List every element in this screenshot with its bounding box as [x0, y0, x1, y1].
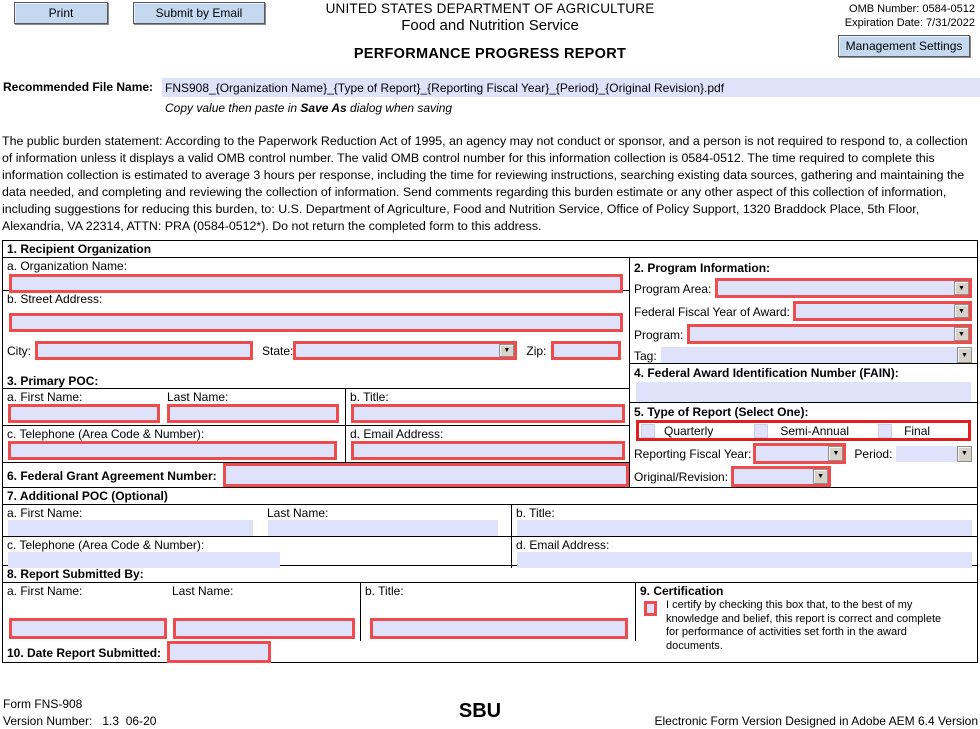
chevron-down-icon: ▼ — [954, 304, 969, 318]
agency-header — [255, 1, 725, 34]
upper-columns — [3, 258, 977, 488]
org-name-label: a. Organization Name: — [7, 259, 128, 273]
tag-select[interactable] — [661, 347, 972, 363]
submitter-name-cell — [3, 583, 361, 641]
section8-header: 8. Report Submitted By: — [3, 566, 977, 583]
poc-title-cell — [346, 389, 629, 425]
zip-input[interactable] — [551, 341, 621, 360]
section1-header: 1. Recipient Organization — [3, 241, 977, 258]
hint-suffix: dialog when saving — [346, 101, 453, 115]
submitter-title-label: b. Title: — [365, 584, 404, 598]
submit-by-email-button[interactable]: Submit by Email — [133, 2, 265, 24]
period-label: Period: — [854, 447, 893, 461]
sbu-marking: SBU — [458, 700, 502, 722]
semi-annual-label: Semi-Annual — [780, 423, 850, 438]
original-revision-label: Original/Revision: — [634, 470, 729, 484]
ffy-award-row — [630, 301, 977, 321]
program-area-label: Program Area: — [634, 281, 712, 296]
poc-phone-label: c. Telephone (Area Code & Number): — [7, 427, 205, 441]
chevron-down-icon: ▼ — [957, 446, 972, 462]
city-label: City: — [7, 343, 31, 358]
hint-prefix: Copy value then paste in — [165, 101, 301, 115]
primary-poc-grid — [3, 389, 629, 463]
fain-block — [630, 364, 977, 403]
street-address-label: b. Street Address: — [7, 292, 103, 306]
period-select[interactable] — [896, 446, 972, 462]
street-address-block — [3, 291, 629, 373]
addl-first-name-label: a. First Name: — [7, 506, 83, 520]
left-column — [3, 258, 630, 487]
program-area-row — [630, 278, 977, 298]
poc-email-label: d. Email Address: — [350, 427, 444, 441]
tag-row — [630, 347, 977, 363]
chevron-down-icon: ▼ — [954, 327, 969, 341]
form-number: Form FNS-908 — [3, 697, 83, 711]
original-revision-row — [630, 466, 977, 487]
section6-label: 6. Federal Grant Agreement Number: — [7, 468, 217, 483]
ffy-award-label: Federal Fiscal Year of Award: — [634, 304, 790, 319]
section5-header: 5. Type of Report (Select One): — [634, 405, 809, 419]
poc-last-name-input[interactable] — [167, 404, 339, 423]
addl-contact-row — [3, 537, 977, 568]
section3-header: 3. Primary POC: — [3, 373, 629, 389]
state-label: State: — [262, 343, 294, 358]
program-select[interactable] — [687, 324, 972, 344]
date-submitted-input[interactable] — [167, 641, 271, 663]
report-type-options — [636, 420, 971, 441]
report-type-block — [630, 403, 977, 487]
agency-name: UNITED STATES DEPARTMENT OF AGRICULTURE — [325, 1, 655, 16]
addl-phone-cell — [3, 537, 512, 568]
section4-header: 4. Federal Award Identification Number (FAIN): — [634, 366, 899, 380]
poc-title-input[interactable] — [351, 404, 625, 423]
street-address-input[interactable] — [9, 313, 623, 332]
tag-label: Tag: — [634, 348, 657, 363]
poc-phone-input[interactable] — [8, 441, 337, 460]
file-name-hint — [165, 101, 452, 115]
chevron-down-icon: ▼ — [954, 281, 969, 295]
addl-phone-label: c. Telephone (Area Code & Number): — [7, 538, 205, 552]
omb-number: OMB Number: 0584-0512 — [849, 3, 975, 15]
semi-annual-checkbox[interactable] — [754, 424, 768, 438]
zip-label: Zip: — [526, 343, 547, 358]
section9-header: 9. Certification — [640, 584, 724, 598]
org-name-block — [3, 258, 629, 291]
quarterly-checkbox[interactable] — [641, 424, 655, 438]
addl-name-cell — [3, 505, 512, 536]
reporting-fiscal-year-row — [630, 443, 977, 464]
expiration-date: Expiration Date: 7/31/2022 — [844, 17, 975, 29]
ffy-award-select[interactable] — [793, 301, 972, 321]
quarterly-label: Quarterly — [664, 423, 714, 438]
poc-first-name-input[interactable] — [8, 404, 160, 423]
fain-input[interactable] — [636, 382, 971, 402]
state-select[interactable] — [293, 341, 517, 360]
addl-email-label: d. Email Address: — [516, 538, 610, 552]
addl-title-cell — [512, 505, 977, 536]
certification-text: I certify by checking this box that, to the best of my knowledge and belief, this report is correct and complete for performance of activities set forth in the award documents. — [666, 599, 942, 652]
addl-first-name-input[interactable] — [8, 520, 253, 536]
submitter-title-cell — [361, 583, 636, 641]
omb-info — [845, 2, 975, 30]
chevron-down-icon: ▼ — [957, 347, 972, 363]
chevron-down-icon: ▼ — [828, 446, 843, 461]
addl-last-name-label: Last Name: — [267, 506, 329, 520]
certification-checkbox[interactable] — [644, 601, 657, 616]
submitter-last-name-label: Last Name: — [172, 584, 234, 598]
grant-agreement-row — [3, 463, 629, 487]
print-button[interactable]: Print — [14, 2, 108, 24]
city-state-zip-row — [7, 341, 629, 360]
final-checkbox[interactable] — [878, 424, 892, 438]
poc-name-row — [3, 389, 629, 426]
file-name-field[interactable]: FNS908_{Organization Name}_{Type of Report}_{Reporting Fiscal Year}_{Period}_{Original Revision}.pdf — [162, 78, 980, 97]
poc-first-name-label: a. First Name: — [7, 390, 83, 404]
grant-agreement-input[interactable] — [223, 463, 629, 487]
certification-row — [644, 599, 977, 653]
right-column — [630, 258, 977, 487]
file-name-label: Recommended File Name: — [3, 80, 154, 94]
submitter-first-name-label: a. First Name: — [7, 584, 83, 598]
section10-label: 10. Date Report Submitted: — [7, 645, 162, 660]
chevron-down-icon: ▼ — [813, 469, 828, 484]
addl-phone-input[interactable] — [8, 552, 280, 568]
agency-subname: Food and Nutrition Service — [401, 17, 579, 34]
form-table — [2, 240, 978, 663]
reporting-fiscal-year-select[interactable] — [753, 443, 846, 464]
page-title: PERFORMANCE PROGRESS REPORT — [353, 46, 627, 62]
addl-name-row — [3, 505, 977, 537]
poc-title-label: b. Title: — [350, 390, 389, 404]
additional-poc-grid — [3, 505, 977, 566]
city-input[interactable] — [35, 341, 253, 360]
addl-title-input[interactable] — [517, 520, 972, 536]
chevron-down-icon: ▼ — [499, 344, 514, 357]
final-label: Final — [904, 423, 931, 438]
public-burden-statement: The public burden statement: According to the Paperwork Reduction Act of 1995, an agency may not conduct or sponsor, and a person is not required to respond to, a collection of information unless it displays a valid OMB control number. The valid OMB control number for this information collection is 0584-0512. The time required to complete this information collection is estimated to average 3 hours per response, including the time for reviewing instructions, searching existing data sources, gathering and maintaining the data needed, and completing and reviewing the collection of information. Send comments regarding this burden estimate or any other aspect of this collection of information, including suggestions for reducing this burden, to: U.S. Department of Agriculture, Food and Nutrition Service, Office of Policy Support, 1320 Braddock Place, 5th Floor, Alexandria, VA 22314, ATTN: PRA (0584-0512*). Do not return the completed form to this address. — [2, 134, 968, 233]
hint-save-as: Save As — [300, 101, 347, 115]
addl-title-label: b. Title: — [516, 506, 555, 520]
addl-email-cell — [512, 537, 977, 568]
program-info-block — [630, 258, 977, 364]
reporting-fiscal-year-label: Reporting Fiscal Year: — [634, 447, 752, 461]
final-option — [878, 424, 930, 438]
submitter-last-name-input[interactable] — [173, 618, 355, 639]
addl-last-name-input[interactable] — [268, 520, 498, 536]
poc-email-input[interactable] — [351, 441, 625, 460]
poc-name-cell — [3, 389, 346, 425]
original-revision-select[interactable] — [731, 466, 831, 487]
quarterly-option — [641, 424, 713, 438]
program-area-select[interactable] — [715, 278, 972, 298]
section7-header: 7. Additional POC (Optional) — [3, 488, 977, 505]
submitter-title-input[interactable] — [370, 618, 628, 639]
footer-right-text: Electronic Form Version Designed in Adobe AEM 6.4 Version — [654, 714, 978, 728]
poc-contact-row — [3, 426, 629, 463]
report-submitted-grid — [3, 583, 977, 652]
poc-last-name-label: Last Name: — [167, 390, 229, 404]
poc-phone-cell — [3, 426, 346, 462]
addl-email-input[interactable] — [517, 552, 972, 568]
certification-cell — [636, 583, 977, 652]
program-row — [630, 324, 977, 344]
semi-annual-option — [754, 424, 849, 438]
section2-header: 2. Program Information: — [634, 261, 771, 275]
management-settings-button[interactable]: Management Settings — [838, 35, 970, 57]
version-number: Version Number: 1.3 06-20 — [3, 714, 157, 728]
program-label: Program: — [634, 327, 684, 342]
submitter-first-name-input[interactable] — [9, 618, 167, 639]
poc-email-cell — [346, 426, 629, 462]
